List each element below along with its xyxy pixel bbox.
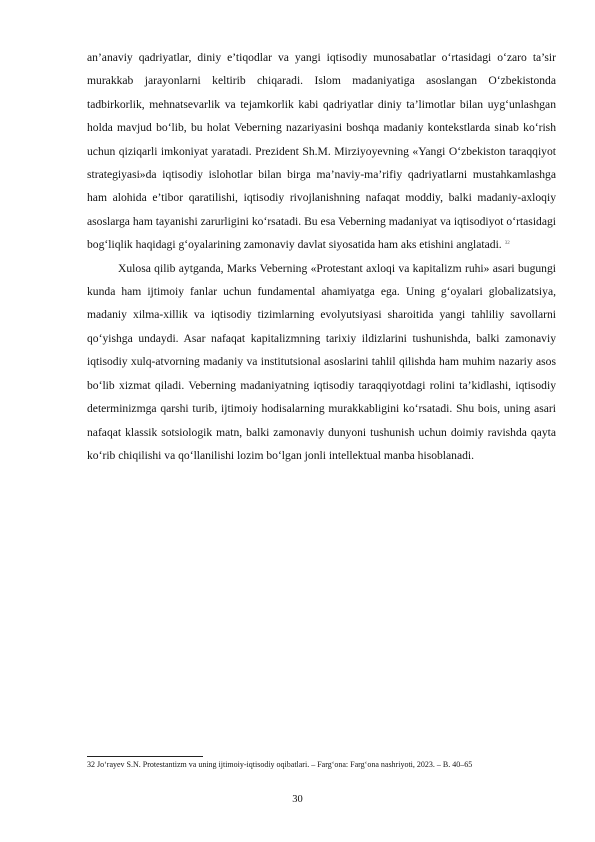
footnote-text: 32 Jo‘rayev S.N. Protestantizm va uning ijtimoiy-iqtisodiy oqibatlari. – Farg‘ona: Farg‘ona nashriyoti, 2023. – B. 40–65 [87,760,473,769]
page-number: 30 [292,794,303,805]
footnote-separator [87,756,203,757]
body-paragraph-1 [87,46,556,257]
footnote-reference[interactable]: 32 [504,241,510,247]
body-paragraph-2: Xulosa qilib aytganda, Marks Veberning «Protestant axloqi va kapitalizm ruhi» asari bugungi kunda ham ijtimoiy fanlar uchun fundamental ahamiyatga ega. Uning g‘oyalari globalizatsiya, madaniy xilma-xillik va iqtisodiy tizimlarning evolyutsiyasi sharoitida yangi tahliliy savollarni qo‘yishga undaydi. Asar nafaqat kapitalizmning tarixiy ildizlarini tushunishda, balki zamonaviy iqtisodiy xulq-atvorning madaniy va institutsional asoslarini tahlil qilishda ham muhim nazariy asos bo‘lib xizmat qiladi. Veberning madaniyatning iqtisodiy taraqqiyotdagi rolini ta’kidlashi, iqtisodiy determinizmga qarshi turib, ijtimoiy hodisalarning murakkabligini ko‘rsatadi. Shu bois, uning asari nafaqat klassik sotsiologik matn, balki zamonaviy dunyoni tushunish uchun doimiy ravishda qayta ko‘rib chiqilishi va qo‘llanilishi lozim bo‘lgan jonli intellektual manba hisoblanadi. [87,261,556,462]
body-paragraph-1-text: an’anaviy qadriyatlar, diniy e’tiqodlar va yangi iqtisodiy munosabatlar o‘rtasidagi o‘zaro ta’sir murakkab jarayonlarni keltirib chiqaradi. Islom madaniyatiga asoslangan O‘zbekistonda tadbirkorlik, mehnatsevarlik va tejamkorlik kabi qadriyatlar diniy ta’limotlar bilan uyg‘unlashgan holda mavjud bo‘lib, bu holat Veberning nazariyasini boshqa madaniy kontekstlarda sinab ko‘rish uchun qiziqarli imkoniyat yaratadi. Prezident Sh.M. Mirziyoyevning «Yangi O‘zbekiston taraqqiyot strategiyasi»da iqtisodiy islohotlar bilan birga ma’naviy-ma’rifiy qadriyatlarni mustahkamlashga ham alohida e’tibor qaratilishi, iqtisodiy rivojlanishning nafaqat moddiy, balki madaniy-axloqiy asoslarga ham tayanishi zarurligini ko‘rsatadi. Bu esa Veberning madaniyat va iqtisodiyot o‘rtasidagi bog‘liqlik haqidagi g‘oyalarining zamonaviy davlat siyosatida ham aks etishini anglatadi. [87,51,556,252]
page-body [87,46,556,467]
